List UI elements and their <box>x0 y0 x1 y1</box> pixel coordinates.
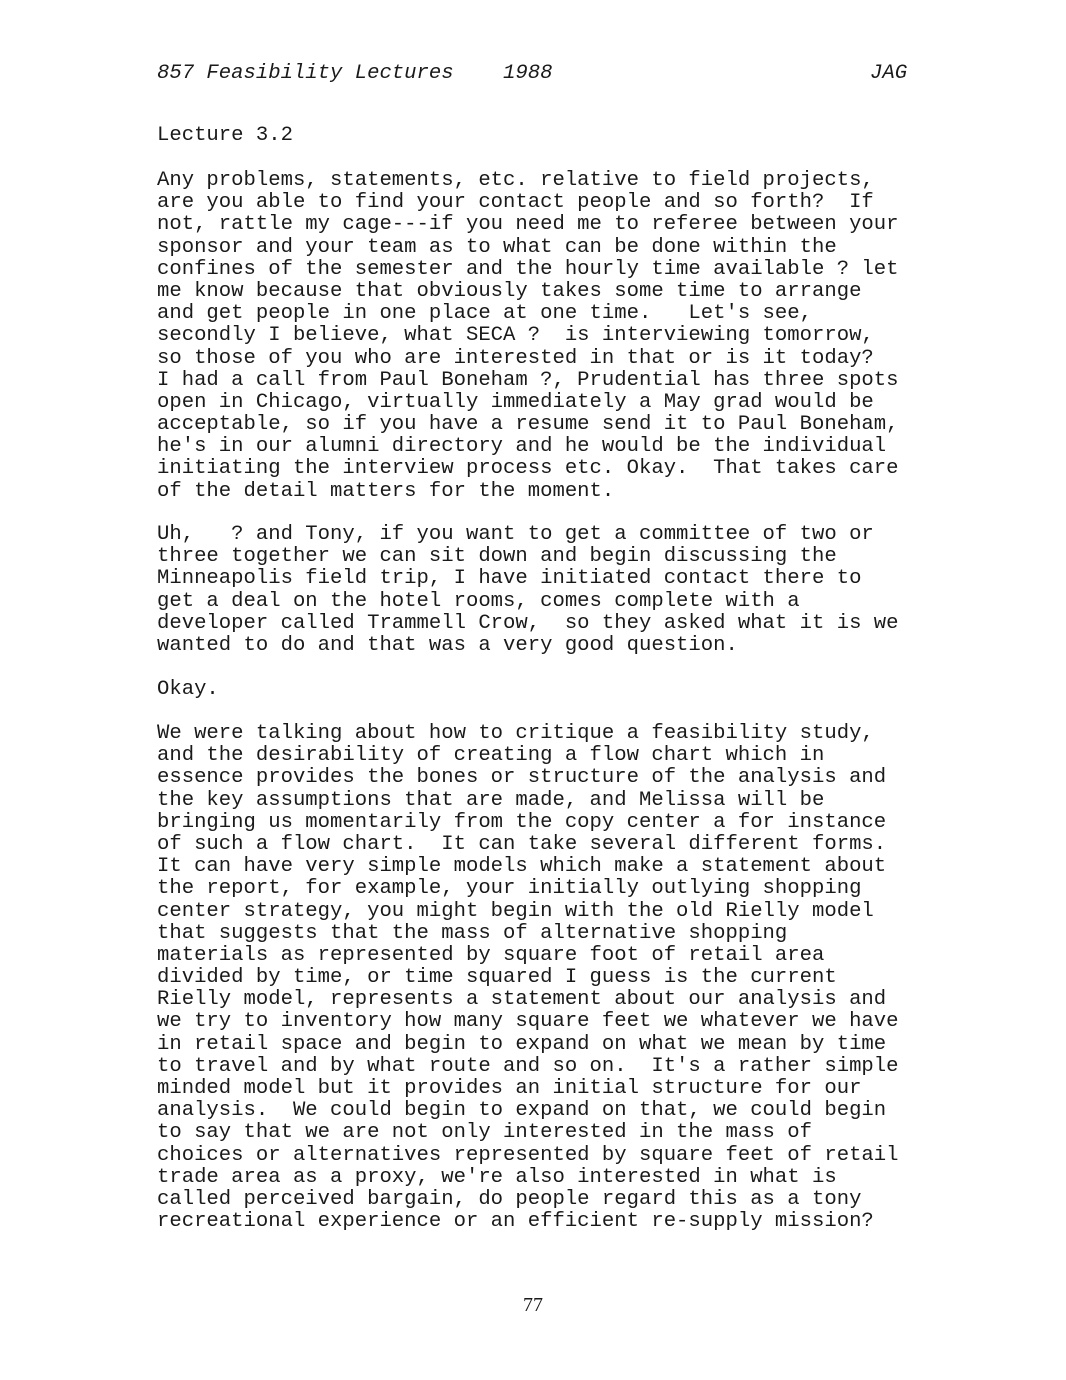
paragraph-1 <box>157 170 899 503</box>
text-line: divided by time, or time squared I guess is the current <box>157 966 837 990</box>
header-initials: JAG <box>870 62 908 85</box>
text-line: three together we can sit down and begin discussing the <box>157 545 837 569</box>
text-line: the key assumptions that are made, and Melissa will be <box>157 788 825 812</box>
text-line: me know because that obviously takes some time to arrange <box>157 279 862 303</box>
page-number: 77 <box>523 1294 543 1316</box>
text-line: secondly I believe, what SECA ? is interviewing tomorrow, <box>157 324 874 348</box>
text-line: center strategy, you might begin with the old Rielly model <box>157 899 874 923</box>
text-line: I had a call from Paul Boneham ?, Prudential has three spots <box>157 368 899 392</box>
header-year: 1988 <box>503 62 553 85</box>
text-line: essence provides the bones or structure of the analysis and <box>157 766 887 790</box>
text-line: sponsor and your team as to what can be done within the <box>157 235 837 259</box>
text-line: trade area as a proxy, we're also interested in what is <box>157 1165 837 1189</box>
text-line: to travel and by what route and so on. It's a rather simple <box>157 1054 899 1078</box>
text-line: analysis. We could begin to expand on that, we could begin <box>157 1099 887 1123</box>
running-header <box>157 63 552 85</box>
text-line: of such a flow chart. It can take several different forms. <box>157 832 887 856</box>
text-line: get a deal on the hotel rooms, comes complete with a <box>157 589 800 613</box>
text-line: are you able to find your contact people and so forth? If <box>157 191 874 215</box>
text-line: We were talking about how to critique a feasibility study, <box>157 722 874 745</box>
text-line: materials as represented by square foot of retail area <box>157 943 825 967</box>
text-line: acceptable, so if you have a resume send it to Paul Boneham, <box>157 413 899 437</box>
text-line: developer called Trammell Crow, so they asked what it is we <box>157 611 899 635</box>
text-line: so those of you who are interested in that or is it today? <box>157 346 874 370</box>
text-line: choices or alternatives represented by square feet of retail <box>157 1143 899 1167</box>
text-line: Any problems, statements, etc. relative to field projects, <box>157 169 874 192</box>
text-line: called perceived bargain, do people regard this as a tony <box>157 1187 862 1211</box>
text-line: we try to inventory how many square feet we whatever we have <box>157 1010 899 1034</box>
text-line: bringing us momentarily from the copy center a for instance <box>157 810 887 834</box>
text-line: the report, for example, your initially outlying shopping <box>157 877 862 901</box>
text-line: open in Chicago, virtually immediately a May grad would be <box>157 390 874 414</box>
text-line: of the detail matters for the moment. <box>157 479 615 503</box>
text-line: It can have very simple models which make a statement about <box>157 855 887 879</box>
text-line: Rielly model, represents a statement about our analysis and <box>157 988 887 1012</box>
text-line: and get people in one place at one time. Let's see, <box>157 302 812 326</box>
text-line: Uh, ? and Tony, if you want to get a committee of two or <box>157 523 874 546</box>
text-line: not, rattle my cage---if you need me to referee between your <box>157 213 899 237</box>
text-line: initiating the interview process etc. Okay. That takes care <box>157 457 899 481</box>
text-line: confines of the semester and the hourly time available ? let <box>157 257 899 281</box>
text-line: that suggests that the mass of alternative shopping <box>157 921 788 945</box>
text-line: in retail space and begin to expand on what we mean by time <box>157 1032 887 1056</box>
lecture-title: Lecture 3.2 <box>157 124 293 147</box>
text-line: Okay. <box>157 678 219 701</box>
text-line: recreational experience or an efficient re-supply mission? <box>157 1210 874 1234</box>
paragraph-3 <box>157 679 219 701</box>
text-line: and the desirability of creating a flow chart which in <box>157 744 825 768</box>
text-line: wanted to do and that was a very good question. <box>157 633 738 657</box>
paragraph-2 <box>157 524 899 657</box>
header-course: 857 Feasibility Lectures <box>157 62 454 85</box>
text-line: to say that we are not only interested in the mass of <box>157 1121 812 1145</box>
text-line: he's in our alumni directory and he would be the individual <box>157 435 887 459</box>
text-line: minded model but it provides an initial structure for our <box>157 1077 862 1100</box>
text-line: Minneapolis field trip, I have initiated contact there to <box>157 567 862 591</box>
paragraph-4 <box>157 723 899 1233</box>
